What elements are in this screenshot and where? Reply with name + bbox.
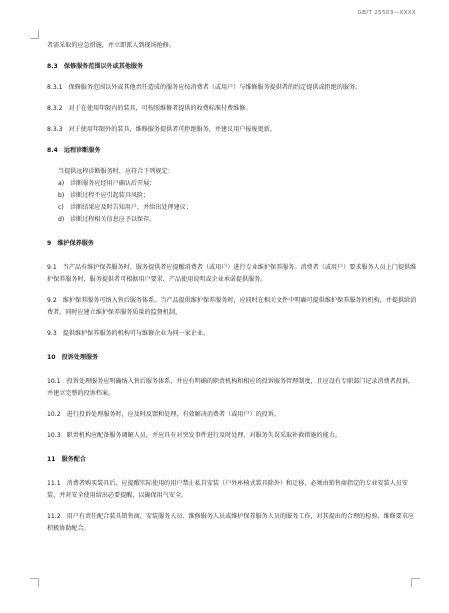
crop-mark-top-left <box>30 30 39 39</box>
section-heading: 8.3 保修服务范围以外或其他服务 <box>47 63 144 70</box>
paragraph: 11.1 消费者购买装具后，应提醒实际使用的用户禁止私自安装（户外座椅式装具除外）和迁移，必须由销售商指定的专业安装人员安装，并对安全使用给出必要提醒，以确保用气安全。 <box>47 480 408 499</box>
section-heading: 10 投诉处理服务 <box>47 354 99 361</box>
paragraph: 8.3.3 对于使用年限外的装具，维修服务提供者可拒绝服务，并建议用户报废更新。 <box>47 126 276 133</box>
document-body <box>47 40 419 535</box>
paragraph: 10.2 进行投诉处理服务时，应及时反馈和处理，有效解决消费者（或用户）的投诉。 <box>47 411 280 418</box>
list-item-label: d) <box>58 216 65 223</box>
crop-mark-bottom-right <box>411 578 420 587</box>
paragraph: 8.3.1 保修服务范围以外或其他责任造成的服务应按消费者（或用户）与维修服务提供者的约定提供或拒绝的服务。 <box>47 84 362 91</box>
crop-mark-bottom-left <box>30 578 39 587</box>
paragraph: 8.3.2 对于在使用年限内的装具，可按照维修者提供的收费标准付费维修。 <box>47 105 252 112</box>
list-item <box>58 214 419 226</box>
list-item-text: 诊断过程不应引起装具风险； <box>70 192 150 199</box>
list-item-text: 诊断结果应及时告知用户，并给出处理建议； <box>70 204 192 211</box>
requirement-list <box>47 178 419 226</box>
paragraph: 9.3 提供维护保养服务的机构可与维修企业为同一家企业。 <box>47 330 210 337</box>
section-heading: 11 服务配合 <box>47 456 86 463</box>
paragraph: 9.2 维护保养服务可纳入售后服务体系。当产品提供维护保养服务时，应同时在相关文件中明确可提供维护保养服务的机构，并提供给消费者。同时应建立维护保养服务质量的监督机制。 <box>47 297 417 316</box>
list-item-label: a) <box>58 180 65 187</box>
list-item <box>58 202 419 214</box>
paragraph: 者需采取的应急措施，并立即派人到现场抢修。 <box>47 42 175 49</box>
list-item-label: c) <box>58 204 64 211</box>
list-item-label: b) <box>58 192 65 199</box>
list-item <box>58 190 419 202</box>
list-item <box>58 178 419 190</box>
list-item-text: 诊断过程相关信息应予以保存。 <box>70 216 156 223</box>
paragraph: 10.1 投诉处理服务应明确纳入售后服务体系，并应有明确的职责机构和相应的投诉服务管理制度，且应设有专职部门记录消费者投诉，并建立完整的投诉档案。 <box>47 378 415 397</box>
paragraph: 9.1 当产品有维护保养服务时，服务提供者应提醒消费者（或用户）进行专业维护保养服务。消费者（或用户）要求服务人员上门提供维护保养服务时，服务提供者可根据用户要求、产品使用说明或企业承诺提供服务。 <box>47 264 417 283</box>
section-heading: 8.4 远程诊断服务 <box>47 147 101 154</box>
standard-number-header: GB/T 25503—XXXX <box>357 10 416 16</box>
list-item-text: 诊断服务应经用户确认后开展； <box>70 180 156 187</box>
section-heading: 9 维护保养服务 <box>47 240 94 247</box>
paragraph: 11.2 用户有责任配合装具销售商、安装服务人员、维修服务人员或维护保养服务人员的服务工作，对其提出的合理的检验、维修要求应积极协助配合。 <box>47 513 415 532</box>
list-intro: 当提供远程诊断服务时，应符合下列规定： <box>58 168 174 175</box>
paragraph: 10.3 职责机构应配备服务调解人员，并应具有对突发事件进行及时处理、对服务失误采取补救措施的能力。 <box>47 432 341 439</box>
